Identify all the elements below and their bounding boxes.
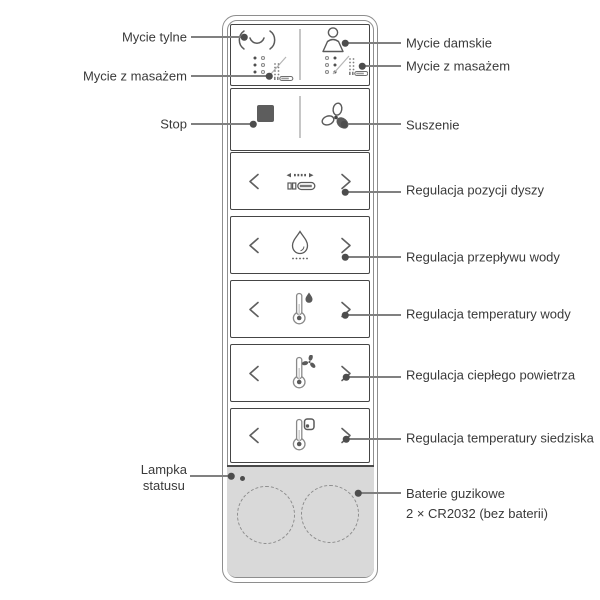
stop-dry-graphic: [231, 89, 368, 149]
chevron-left-icon: [246, 172, 261, 191]
callout-label-feminine-wash: Mycie damskie: [406, 35, 492, 51]
label-line: statusu: [142, 477, 185, 493]
chevron-right-icon: [339, 236, 354, 255]
leader-line: [190, 475, 231, 476]
callout-label-batteries: [406, 484, 548, 523]
callout-label-status-lamp: [141, 462, 187, 493]
chevron-left-icon: [246, 236, 261, 255]
dryer-fan-icon: [320, 101, 353, 131]
callout-label-water-flow: Regulacja przepływu wody: [406, 249, 560, 265]
massage-icon: [274, 63, 293, 80]
leader-dot: [342, 40, 349, 47]
leader-dot: [342, 254, 349, 261]
callout-label-dry: Suszenie: [406, 117, 460, 133]
chevron-left-icon: [246, 300, 261, 319]
slash-icon: [270, 57, 286, 75]
label-line: Lampka: [140, 462, 187, 477]
leader-line: [345, 191, 401, 192]
seat-temperature-button: [230, 408, 370, 463]
leader-dot: [342, 189, 349, 196]
rear-wash-spray-dots: [254, 57, 265, 74]
label-line: 2 × CR2032 (bez baterii): [406, 505, 548, 521]
leader-line: [344, 123, 401, 124]
leader-dot: [342, 312, 349, 319]
label-line: Baterie guzikowe: [406, 486, 505, 501]
water-flow-button: [230, 216, 370, 274]
leader-line: [358, 492, 401, 493]
leader-dot: [343, 374, 350, 381]
leader-line: [345, 42, 401, 43]
water-temperature-icon: [282, 291, 318, 328]
leader-dot: [355, 490, 362, 497]
feminine-wash-spray-dots: [326, 57, 337, 74]
leader-dot: [228, 473, 235, 480]
leader-line: [191, 75, 269, 76]
water-flow-icon: [283, 229, 317, 262]
nozzle-position-button: [230, 152, 370, 210]
callout-label-feminine-massage: Mycie z masażem: [406, 58, 511, 74]
leader-dot: [341, 121, 348, 128]
stop-icon: [257, 105, 274, 122]
stop-dry-panel: [230, 88, 370, 151]
leader-line: [362, 65, 401, 66]
nozzle-position-icon: [280, 168, 320, 195]
leader-dot: [266, 73, 273, 80]
chevron-left-icon: [246, 426, 261, 445]
leader-dot: [359, 63, 366, 70]
status-lamp-dot: [240, 476, 245, 481]
callout-label-rear-massage: Mycie z masażem: [82, 68, 187, 84]
callout-label-warm-air: Regulacja ciepłego powietrza: [406, 367, 576, 383]
chevron-right-icon: [339, 172, 354, 191]
callout-label-rear-wash: Mycie tylne: [121, 29, 187, 45]
seat-icon: [305, 419, 315, 430]
feminine-wash-icon: [323, 28, 343, 52]
warm-air-temperature-icon: [282, 355, 318, 392]
leader-dot: [250, 121, 257, 128]
fan-icon: [301, 355, 318, 369]
callout-label-stop: Stop: [160, 116, 187, 132]
wash-buttons-panel: [230, 24, 370, 86]
warm-air-button: [230, 344, 370, 402]
battery-circle: [237, 486, 295, 544]
leader-line: [191, 36, 244, 37]
leader-line: [346, 376, 401, 377]
battery-compartment: [227, 465, 374, 577]
callout-label-nozzle-position: Regulacja pozycji dyszy: [406, 182, 545, 198]
leader-line: [191, 123, 253, 124]
leader-dot: [241, 34, 248, 41]
chevron-left-icon: [246, 364, 261, 383]
leader-line: [346, 438, 401, 439]
callout-label-seat-temperature: Regulacja temperatury siedziska: [406, 430, 594, 446]
callout-label-water-temperature: Regulacja temperatury wody: [406, 306, 571, 322]
leader-line: [345, 314, 401, 315]
water-temperature-button: [230, 280, 370, 338]
leader-line: [345, 256, 401, 257]
seat-temperature-icon: [282, 417, 318, 454]
leader-dot: [343, 436, 350, 443]
droplet-icon: [306, 292, 313, 302]
battery-circle: [301, 485, 359, 543]
